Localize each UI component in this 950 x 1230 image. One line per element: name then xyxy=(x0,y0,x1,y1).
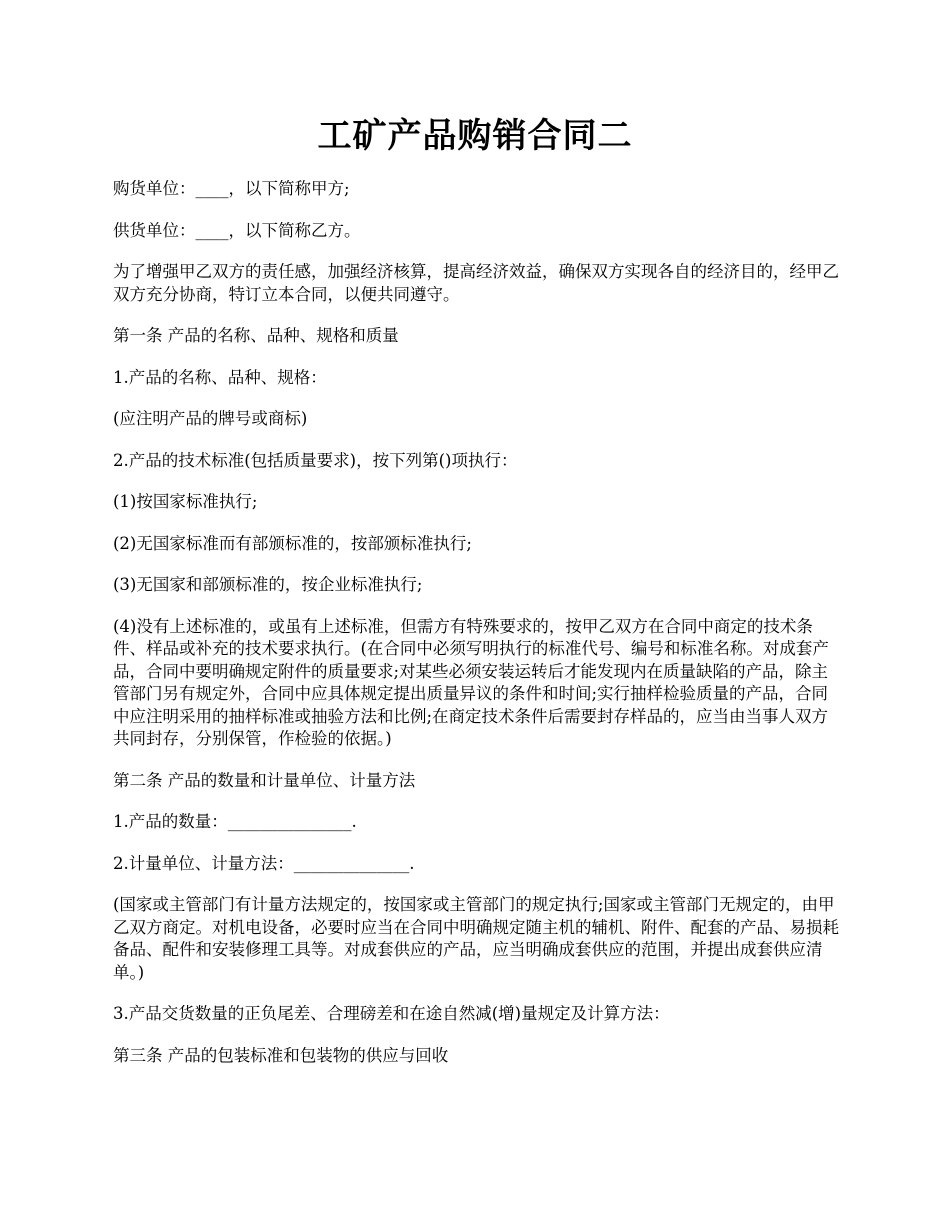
paragraph-1-1: 1.产品的名称、品种、规格： xyxy=(113,367,327,387)
paragraph-2-note: (国家或主管部门有计量方法规定的，按国家或主管部门的规定执行;国家或主管部门无规定的，由甲乙双方商定。对机电设备，必要时应当在合同中明确规定随主机的辅机、附件、配套的产品、易损耗备品、配件和安装修理工具等。对成套供应的产品，应当明确成套供应的范围，并提出成套供应清单。) xyxy=(113,895,839,982)
paragraph-supplier: 供货单位：____，以下简称乙方。 xyxy=(113,220,361,240)
paragraph-1-2: 2.产品的技术标准(包括质量要求)，按下列第()项执行： xyxy=(113,450,518,470)
document-title: 工矿产品购销合同二 xyxy=(317,116,633,156)
paragraph-buyer: 购货单位：____，以下简称甲方; xyxy=(113,179,350,198)
paragraph-2-1: 1.产品的数量：_______________. xyxy=(113,812,357,831)
article-1-heading: 第一条 产品的名称、品种、规格和质量 xyxy=(113,326,399,345)
paragraph-preamble: 为了增强甲乙双方的责任感，加强经济核算，提高经济效益，确保双方实现各自的经济目的，经甲乙双方充分协商，特订立本合同，以便共同遵守。 xyxy=(113,262,839,304)
paragraph-2-3: 3.产品交货数量的正负尾差、合理磅差和在途自然减(增)量规定及计算方法： xyxy=(113,1004,670,1023)
paragraph-2-2: 2.计量单位、计量方法：______________. xyxy=(113,853,415,873)
paragraph-option-4: (4)没有上述标准的，或虽有上述标准，但需方有特殊要求的，按甲乙双方在合同中商定的技术条件、样品或补充的技术要求执行。(在合同中必须写明执行的标准代号、编号和标准名称。对成套产品，合同中要明确规定附件的质量要求;对某些必须安装运转后才能发现内在质量缺陷的产品，除主管部门另有规定外，合同中应具体规定提出质量异议的条件和时间;实行抽样检验质量的产品，合同中应注明采用的抽样标准或抽验方法和比例;在商定技术条件后需要封存样品的，应当由当事人双方共同封存，分别保管，作检验的依据。) xyxy=(113,616,829,748)
paragraph-option-3: (3)无国家和部颁标准的，按企业标准执行; xyxy=(113,575,423,594)
article-2-heading: 第二条 产品的数量和计量单位、计量方法 xyxy=(113,770,416,790)
article-3-heading: 第三条 产品的包装标准和包装物的供应与回收 xyxy=(113,1045,449,1065)
paragraph-option-1: (1)按国家标准执行; xyxy=(113,492,258,511)
paragraph-1-note: (应注明产品的牌号或商标) xyxy=(113,409,308,428)
document-body xyxy=(113,178,841,1086)
paragraph-option-2: (2)无国家标准而有部颁标准的，按部颁标准执行; xyxy=(113,533,472,553)
